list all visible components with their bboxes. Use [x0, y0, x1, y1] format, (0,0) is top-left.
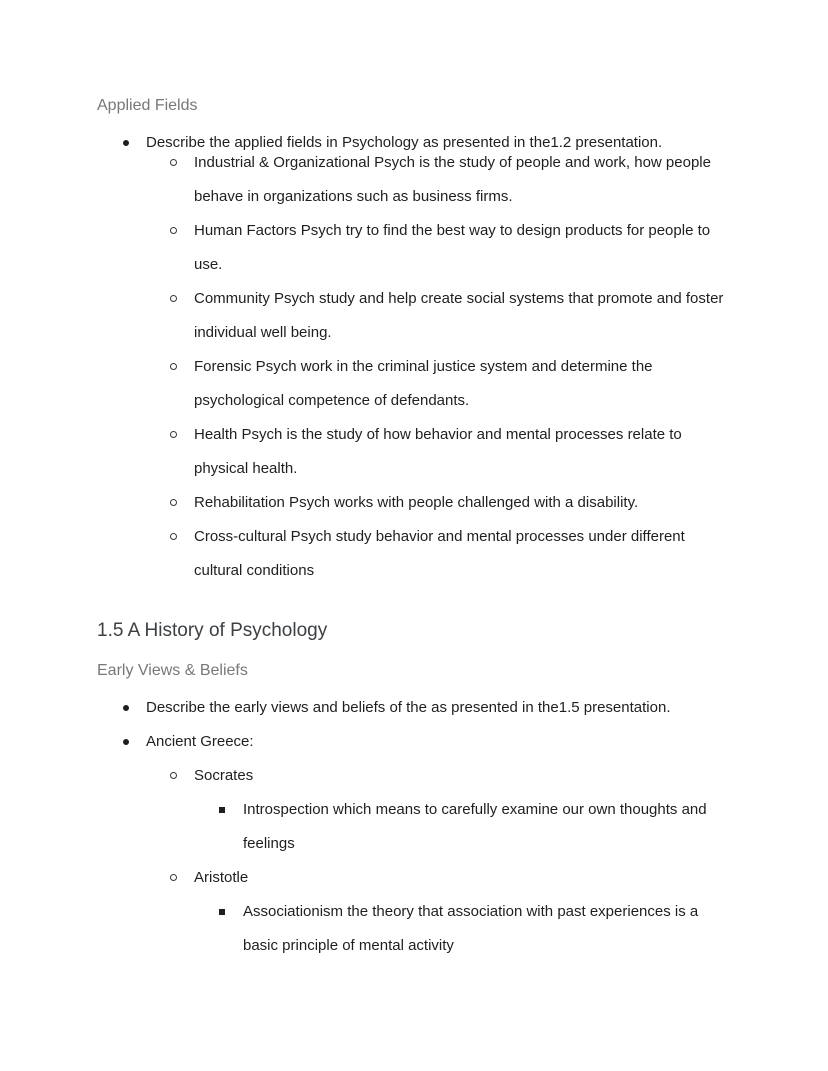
- document-content: [97, 0, 730, 963]
- list-item-text: Describe the applied fields in Psychology as presented in the1.2 presentation.: [146, 134, 663, 151]
- list-item: [97, 282, 730, 350]
- bullet-disc-icon: [123, 739, 129, 745]
- list-item-text: Cross-cultural Psych study behavior and mental processes under different cultural conditions: [194, 528, 685, 579]
- list-item-text: Forensic Psych work in the criminal justice system and determine the psychological competence of defendants.: [194, 358, 653, 409]
- list-item-text: Rehabilitation Psych works with people challenged with a disability.: [194, 494, 639, 511]
- section-heading-early-views-beliefs: Early Views & Beliefs: [97, 662, 248, 679]
- list-item: [97, 486, 730, 520]
- bullet-disc-icon: [123, 705, 129, 711]
- bullet-circle-icon: [170, 499, 177, 506]
- list-item-text: Community Psych study and help create social systems that promote and foster individual well being.: [194, 290, 724, 341]
- bullet-circle-icon: [170, 159, 177, 166]
- doc-heading-history-of-psychology: 1.5 A History of Psychology: [97, 620, 328, 641]
- list-item-text: Health Psych is the study of how behavior and mental processes relate to physical health.: [194, 426, 682, 477]
- list-item: [97, 691, 730, 725]
- list-item-text: Industrial & Organizational Psych is the study of people and work, how people behave in organizations such as business firms.: [194, 154, 711, 205]
- bullet-circle-icon: [170, 363, 177, 370]
- list-item: [97, 759, 730, 793]
- list-item-text: Socrates: [194, 767, 254, 784]
- list-item: [97, 793, 730, 861]
- bullet-circle-icon: [170, 431, 177, 438]
- list-item: [97, 895, 730, 963]
- list-item: [97, 418, 730, 486]
- bullet-circle-icon: [170, 874, 177, 881]
- list-item-text: Aristotle: [194, 869, 249, 886]
- history-list: [97, 691, 730, 963]
- list-item-text: Introspection which means to carefully examine our own thoughts and feelings: [243, 801, 707, 852]
- bullet-circle-icon: [170, 772, 177, 779]
- list-item-text: Ancient Greece:: [146, 733, 254, 750]
- list-item-text: Associationism the theory that association with past experiences is a basic principle of mental activity: [243, 903, 699, 954]
- bullet-square-icon: [219, 909, 225, 915]
- list-item-text: Human Factors Psych try to find the best way to design products for people to use.: [194, 222, 711, 273]
- bullet-circle-icon: [170, 295, 177, 302]
- list-item: [97, 214, 730, 282]
- list-item: [97, 861, 730, 895]
- list-item: [97, 146, 730, 214]
- bullet-circle-icon: [170, 227, 177, 234]
- list-item-text: Describe the early views and beliefs of the as presented in the1.5 presentation.: [146, 699, 671, 716]
- applied-fields-sublist: [97, 146, 730, 588]
- bullet-square-icon: [219, 807, 225, 813]
- list-item: [97, 350, 730, 418]
- bullet-circle-icon: [170, 533, 177, 540]
- list-item: [97, 725, 730, 759]
- list-item: [97, 520, 730, 588]
- section-heading-applied-fields: Applied Fields: [97, 97, 198, 114]
